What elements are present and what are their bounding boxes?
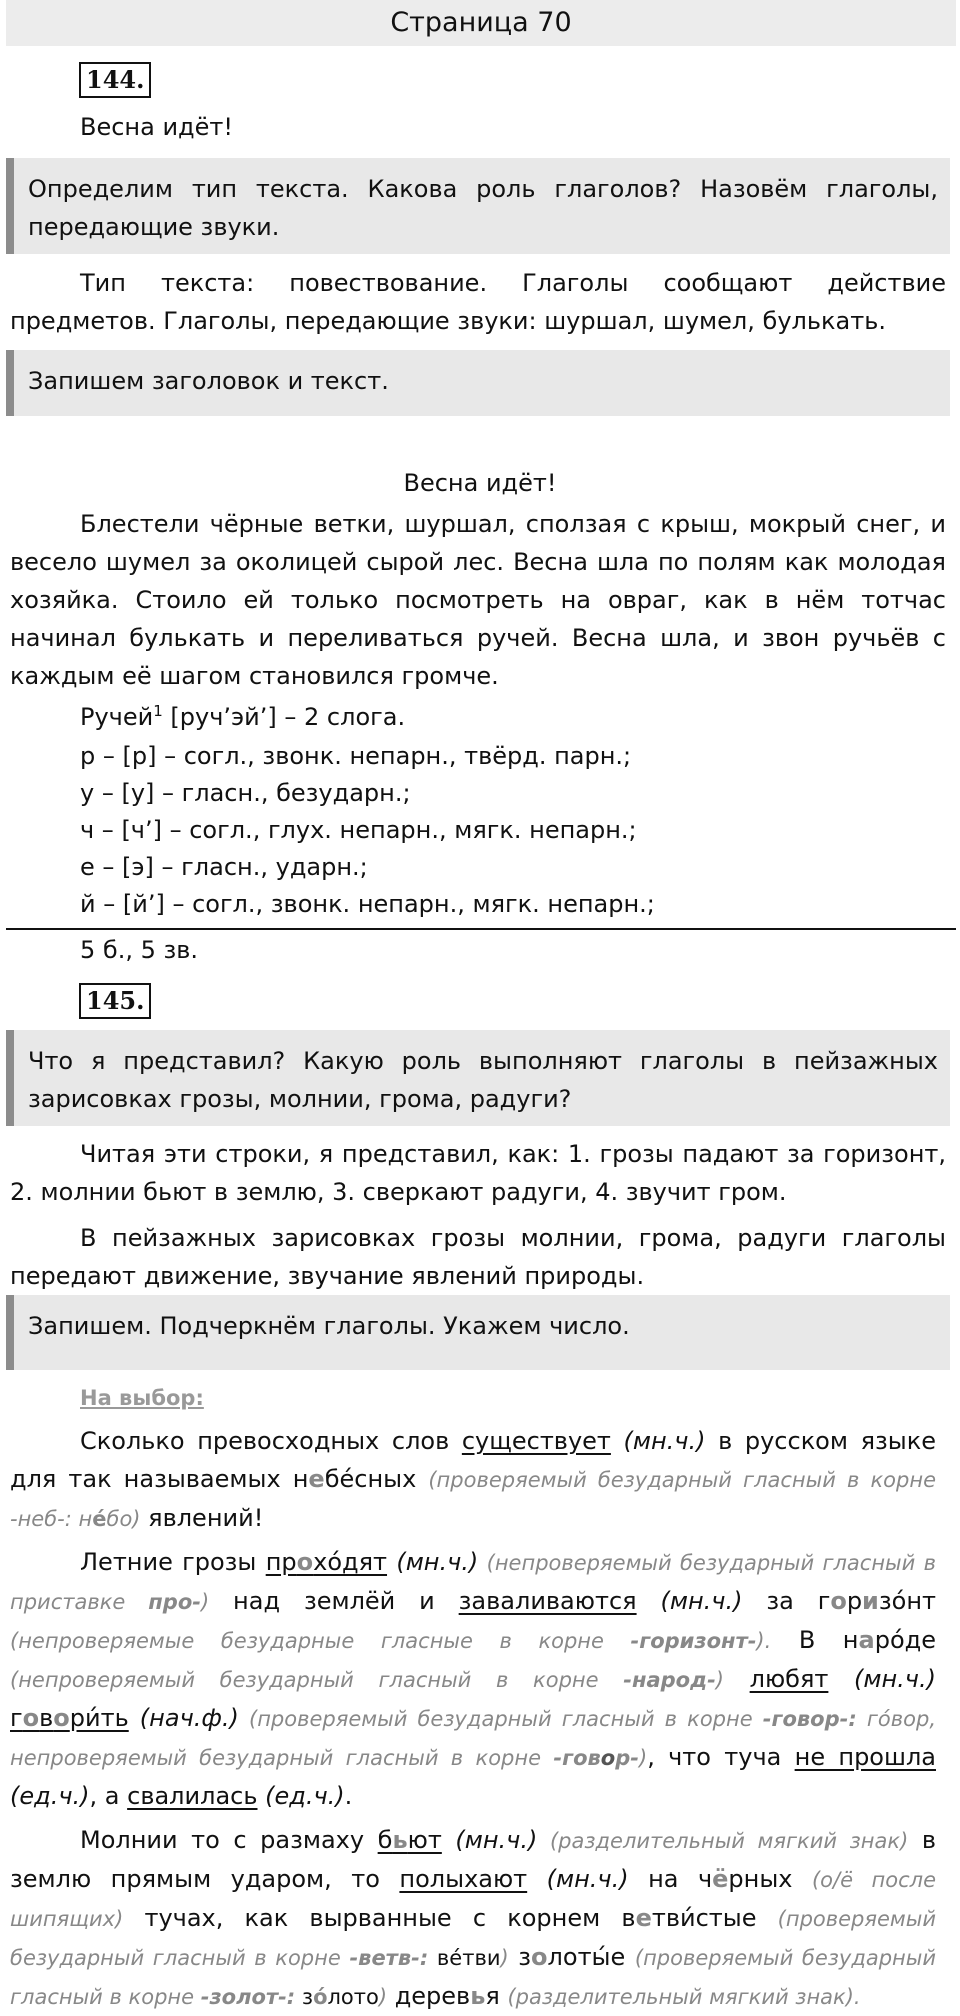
text-body: Блестели чёрные ветки, шуршал, сползая с крыш, мокрый снег, и весело шумел за околицей сырой лес. Весна шла по полям как молодая хозяйка. Стоило ей только посмотреть на овраг, как в нём тотчас начинал булькать и переливаться ручей. Весна шла, и звон ручьёв с каждым её шагом становился громче. xyxy=(10,510,946,690)
phonetic-analysis-list xyxy=(80,738,655,923)
verb: заваливаются xyxy=(458,1587,637,1615)
text-run: рных xyxy=(728,1865,812,1893)
sentence-paragraph-2 xyxy=(10,1543,936,1815)
grey-note: ) xyxy=(200,1590,210,1614)
phonetic-line: е – [э] – гласн., ударн.; xyxy=(80,853,368,881)
grey-note-bold: -говор-: xyxy=(762,1707,857,1731)
grey-note: ) xyxy=(715,1668,724,1692)
choice-label xyxy=(80,1383,204,1411)
text-run: тви́стые xyxy=(651,1904,778,1932)
phonetic-line: у – [у] – гласн., безударн.; xyxy=(80,779,411,807)
text-run: тучах, как вырванные с корнем в xyxy=(123,1904,636,1932)
highlighted-vowel: о xyxy=(830,1587,847,1615)
grey-note: (разделительный мягкий знак) xyxy=(537,1829,909,1853)
grey-note-bold: -горизонт- xyxy=(630,1629,757,1653)
task-box-145-1 xyxy=(6,1030,950,1126)
phonetic-line: ч – [ч’] – согл., глух. непарн., мягк. непарн.; xyxy=(80,816,637,844)
answer-paragraph: Тип текста: повествование. Глаголы сообщают действие предметов. Глаголы, передающие звуки: шуршал, шумел, булькать. xyxy=(10,269,946,335)
grey-note: ) xyxy=(500,1946,509,1970)
phonetic-line: й – [й’] – согл., звонк. непарн., мягк. непарн.; xyxy=(80,890,655,918)
grey-note: (непроверяемые безударные гласные в корне xyxy=(10,1629,631,1653)
grey-note-bold: о xyxy=(600,1746,616,1770)
check-word: ве́тви xyxy=(436,1946,501,1970)
verb: свалилась xyxy=(127,1782,258,1810)
text-run: на ч xyxy=(628,1865,713,1893)
text-run: я xyxy=(485,1982,508,2010)
footnote-mark: 1 xyxy=(153,702,163,720)
number-mark: (ед.ч.) xyxy=(257,1782,345,1810)
text-run: р xyxy=(846,1587,863,1615)
verb: говори́ть xyxy=(10,1704,129,1732)
verb: существует xyxy=(461,1427,611,1455)
grey-note-bold: -гов xyxy=(553,1746,601,1770)
grey-note: (разделительный мягкий знак). xyxy=(507,1985,861,2009)
sentence-paragraph-1 xyxy=(10,1422,936,1538)
exercise-title: Весна идёт! xyxy=(80,113,234,141)
phonetic-line: р – [р] – согл., звонк. непарн., твёрд. парн.; xyxy=(80,742,632,770)
grey-note-bold: -ветв-: xyxy=(349,1946,429,1970)
text-run: Сколько превосходных слов xyxy=(80,1427,462,1455)
grey-note: (непроверяемый безударный гласный в корне xyxy=(10,1668,624,1692)
answer-paragraph: Читая эти строки, я представил, как: 1. грозы падают за горизонт, 2. молнии бьют в землю, 3. сверкают радуги, 4. звучит гром. xyxy=(10,1140,946,1206)
phonetic-total: 5 б., 5 зв. xyxy=(80,936,199,964)
text-run: Летние грозы xyxy=(80,1548,266,1576)
grey-note: (проверяемый безударный гласный в корне xyxy=(10,1946,937,2009)
exercise-number-144: 144. xyxy=(79,62,151,98)
grey-note-bold: -народ- xyxy=(623,1668,716,1692)
number-mark: (мн.ч.) xyxy=(828,1665,936,1693)
task-box-145-2 xyxy=(6,1295,950,1370)
highlighted-vowel: ё xyxy=(712,1865,729,1893)
verb: прохо́дят xyxy=(265,1548,388,1576)
page-title: Страница 70 xyxy=(390,7,572,38)
verb: не прошла xyxy=(794,1743,936,1771)
check-word: зо́лото xyxy=(301,1985,379,2009)
text-run: за г xyxy=(742,1587,831,1615)
text-title: Весна идёт! xyxy=(403,469,557,497)
text-run: в землю прямым ударом, то xyxy=(10,1826,937,1893)
phonetic-word: Ручей xyxy=(80,703,154,731)
number-mark: (нач.ф.) xyxy=(128,1704,239,1732)
grey-note: (о/ё после шипящих) xyxy=(10,1868,937,1931)
text-run: бе́сных xyxy=(324,1465,429,1493)
number-mark: (мн.ч.) xyxy=(441,1826,538,1854)
exercise-number-145: 145. xyxy=(79,983,151,1019)
task-box-144-1 xyxy=(6,158,950,254)
text-run: , а xyxy=(89,1782,128,1810)
number-mark: (мн.ч.) xyxy=(636,1587,743,1615)
verb: бьют xyxy=(377,1826,442,1854)
sentence-paragraph-3 xyxy=(10,1821,936,2016)
task-text: Запишем. Подчеркнём глаголы. Укажем число. xyxy=(28,1312,630,1340)
grey-note-bold: р- xyxy=(615,1746,639,1770)
answer-paragraph: В пейзажных зарисовках грозы молнии, грома, радуги глаголы передают движение, звучание явлений природы. xyxy=(10,1224,946,1290)
text-run: . xyxy=(344,1782,353,1810)
grey-note: (проверяемый безударный гласный в корне xyxy=(238,1707,763,1731)
text-run: в русском языке для так называемых н xyxy=(10,1427,936,1493)
phonetic-transcription: [руч’эй’] – 2 слога. xyxy=(162,703,406,731)
highlighted-vowel: о xyxy=(531,1943,548,1971)
grey-note: бо) xyxy=(106,1507,141,1531)
text-run: , что туча xyxy=(647,1743,795,1771)
total-divider xyxy=(6,928,956,930)
highlighted-vowel: е xyxy=(635,1904,652,1932)
text-run: зо́нт xyxy=(878,1587,936,1615)
text-run: дерев xyxy=(387,1982,471,2010)
text-run: з xyxy=(508,1943,532,1971)
number-mark: (мн.ч.) xyxy=(610,1427,706,1455)
choice-label-text: На выбор: xyxy=(80,1386,204,1410)
grey-note-bold: про- xyxy=(148,1590,201,1614)
grey-note xyxy=(295,1985,302,2009)
highlighted-vowel: и xyxy=(862,1587,879,1615)
text-run: ро́де xyxy=(874,1626,936,1654)
grey-note: ). xyxy=(756,1629,772,1653)
grey-note: ) xyxy=(378,1985,388,2009)
text-run: Молнии то с размаху xyxy=(80,1826,378,1854)
verb: любят xyxy=(749,1665,829,1693)
text-run: лоты́е xyxy=(547,1943,635,1971)
grey-note: (непроверяемый безударный гласный в приставке xyxy=(10,1551,937,1614)
phonetic-word-line xyxy=(80,702,405,731)
grey-note: го́вор, непроверяемый безударный гласный в корне xyxy=(10,1707,936,1770)
grey-note: ) xyxy=(638,1746,648,1770)
page-header xyxy=(6,0,956,46)
highlighted-vowel: е xyxy=(308,1465,325,1493)
grey-note-bold: -золот-: xyxy=(200,1985,296,2009)
number-mark: (мн.ч.) xyxy=(387,1548,479,1576)
task-text: Определим тип текста. Какова роль глаголов? Назовём глаголы, передающие звуки. xyxy=(28,175,938,241)
task-box-144-2 xyxy=(6,350,950,416)
verb: полыхают xyxy=(399,1865,528,1893)
grey-note xyxy=(428,1946,437,1970)
task-text: Запишем заголовок и текст. xyxy=(28,367,389,395)
task-text: Что я представил? Какую роль выполняют глаголы в пейзажных зарисовках грозы, молнии, грома, радуги? xyxy=(28,1047,938,1113)
grey-note: (проверяемый безударный гласный в корне -неб-: н xyxy=(10,1468,936,1531)
highlighted-vowel: е́ xyxy=(92,1507,107,1531)
highlighted-vowel: а xyxy=(858,1626,875,1654)
text-run: над землёй и xyxy=(209,1587,459,1615)
grey-note: (проверяемый безударный гласный в корне xyxy=(10,1907,936,1970)
highlighted-letter: ь xyxy=(470,1982,486,2010)
number-mark: (мн.ч.) xyxy=(527,1865,629,1893)
text-run: явлений! xyxy=(140,1504,264,1532)
text-run: В н xyxy=(771,1626,859,1654)
number-mark: (ед.ч.) xyxy=(10,1782,90,1810)
